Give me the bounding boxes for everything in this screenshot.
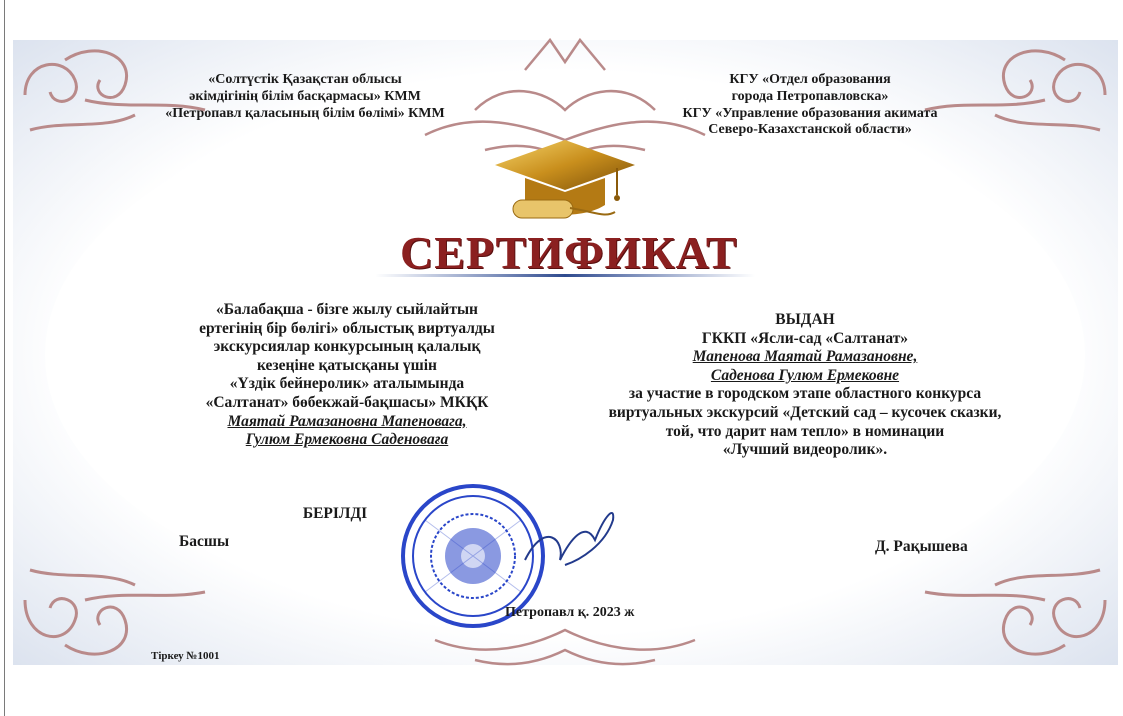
head-label: Басшы bbox=[179, 533, 230, 550]
kz-award-line: кезеңіне қатысқаны үшін bbox=[257, 356, 437, 374]
ru-award-line: виртуальных экскурсий «Детский сад – кусочек сказки, bbox=[608, 403, 1002, 421]
issuer-ru-line: Северо-Казахстанской области» bbox=[708, 122, 912, 138]
ru-recipient-name: Мапенова Маятай Рамазановне, bbox=[692, 348, 918, 366]
ru-recipient-name: Саденова Гулюм Ермековне bbox=[710, 366, 900, 384]
ru-award-line: той, что дарит нам тепло» в номинации bbox=[665, 422, 945, 440]
issuer-kz-line: «Петропавл қаласының білім бөлімі» КММ bbox=[165, 105, 445, 121]
kz-award-text bbox=[145, 301, 549, 450]
registration-number: Тіркеу №1001 bbox=[151, 650, 220, 662]
kz-recipient-name: Маятай Рамазановна Мапеновага, bbox=[227, 412, 467, 430]
kz-recipient-name: Гулюм Ермековна Саденоваға bbox=[245, 431, 449, 449]
issuer-ru-line: города Петропавловска» bbox=[731, 88, 889, 104]
kz-award-line: «Балабақша - бізге жылу сыйлайтын bbox=[216, 301, 478, 318]
kz-award-line: экскурсиялар конкурсының қалалық bbox=[213, 338, 481, 356]
ru-issued-label: ВЫДАН bbox=[775, 311, 835, 328]
issuer-kz-line: «Солтүстік Қазақстан облысы bbox=[208, 72, 402, 87]
issuer-ru-line: КГУ «Управление образования акимата bbox=[682, 105, 938, 121]
ru-recipient-org: ГККП «Ясли-сад «Салтанат» bbox=[701, 329, 909, 347]
ru-award-line: за участие в городском этапе областного конкурса bbox=[628, 385, 982, 403]
certificate-sheet bbox=[4, 0, 1123, 716]
kz-award-line: ертегінің бір бөлігі» облыстық виртуалды bbox=[199, 319, 495, 337]
certificate-title: СЕРТИФИКАТ bbox=[400, 227, 738, 278]
issuer-kz-line: әкімдігінің білім басқармасы» КММ bbox=[189, 88, 421, 104]
issuer-kz-header bbox=[145, 72, 465, 122]
issuer-ru-line: КГУ «Отдел образования bbox=[729, 72, 891, 87]
issuer-ru-header bbox=[645, 72, 975, 139]
ru-award-text bbox=[570, 311, 1040, 460]
issued-kz-label: БЕРІЛДІ bbox=[302, 505, 368, 522]
place-and-year: Петропавл қ. 2023 ж bbox=[505, 605, 635, 620]
kz-award-line: «Үздік бейнеролик» аталымында bbox=[229, 375, 465, 393]
kz-award-line: «Салтанат» бөбекжай-бақшасы» МКҚК bbox=[205, 393, 489, 411]
signer-name: Д. Рақышева bbox=[875, 538, 968, 555]
ru-award-line: «Лучший видеоролик». bbox=[722, 441, 888, 459]
